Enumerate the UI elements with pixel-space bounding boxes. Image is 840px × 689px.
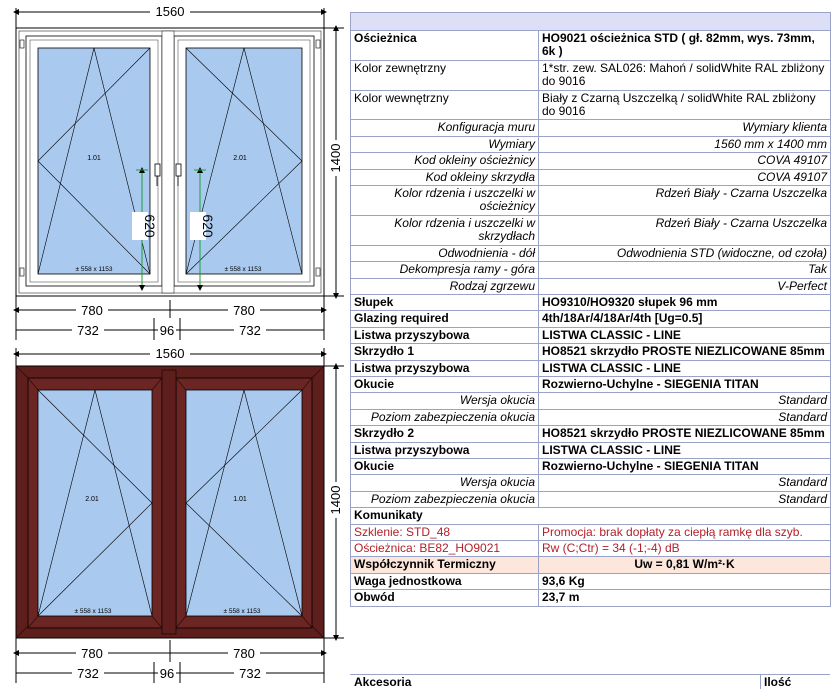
bottom-glass-right-size: ± 558 x 1153 [223, 608, 261, 615]
row-value: V-Perfect [539, 278, 831, 294]
table-footer-row [350, 674, 830, 687]
row-label: Poziom zabezpieczenia okucia [351, 409, 539, 425]
bottom-width-dimension: 1560 [155, 346, 185, 361]
row-label: Kod okleiny skrzydła [351, 169, 539, 185]
table-row [351, 409, 831, 425]
table-row [351, 344, 831, 360]
row-value: Biały z Czarną Uszczelką / solidWhite RAL zbliżony do 9016 [539, 90, 831, 120]
row-value: Rdzeń Biały - Czarna Uszczelka [539, 186, 831, 216]
row-value: Standard [539, 491, 831, 507]
row-label: Ościeżnica: BE82_HO9021 [351, 541, 539, 557]
top-window-drawing [16, 4, 344, 340]
table-row [351, 136, 831, 152]
row-label: Wersja okucia [351, 475, 539, 491]
row-value: HO9021 ościeżnica STD ( gł. 82mm, wys. 73mm, 6k ) [539, 31, 831, 61]
row-value: HO9310/HO9320 słupek 96 mm [539, 294, 831, 310]
row-label: Skrzydło 1 [351, 344, 539, 360]
row-label: Kolor zewnętrzny [351, 60, 539, 90]
row-label: Obwód [351, 590, 539, 606]
table-row [351, 153, 831, 169]
row-value: HO8521 skrzydło PROSTE NIEZLICOWANE 85mm [539, 426, 831, 442]
table-row [351, 169, 831, 185]
top-dim-glass-left: 732 [77, 323, 99, 338]
row-value: Rdzeń Biały - Czarna Uszczelka [539, 215, 831, 245]
table-row [351, 311, 831, 327]
window-drawings [0, 0, 348, 683]
row-value: Tak [539, 262, 831, 278]
row-value: Standard [539, 393, 831, 409]
table-row [351, 215, 831, 245]
table-row [351, 376, 831, 392]
row-label: Kolor rdzenia i uszczelki w skrzydłach [351, 215, 539, 245]
bottom-dim-glass-left: 732 [77, 666, 99, 681]
row-label: Kolor rdzenia i uszczelki w ościeżnicy [351, 186, 539, 216]
row-label: Konfiguracja muru [351, 120, 539, 136]
row-value: 4th/18Ar/4/18Ar/4th [Ug=0.5] [539, 311, 831, 327]
bottom-sash-right-label: 1.01 [233, 496, 247, 503]
table-row [351, 262, 831, 278]
top-sash-left-label: 1.01 [87, 155, 101, 162]
table-row [351, 120, 831, 136]
row-value: Rozwierno-Uchylne - SIEGENIA TITAN [539, 376, 831, 392]
row-value: Uw = 0,81 W/m²·K [539, 557, 831, 573]
table-row [351, 573, 831, 589]
row-label: Okucie [351, 458, 539, 474]
row-label: Rodzaj zgrzewu [351, 278, 539, 294]
row-value: Standard [539, 475, 831, 491]
row-label: Listwa przyszybowa [351, 442, 539, 458]
row-value: Wymiary klienta [539, 120, 831, 136]
top-dim-sash-right: 780 [233, 303, 255, 318]
table-row [351, 31, 831, 61]
table-row [351, 426, 831, 442]
row-label: Waga jednostkowa [351, 573, 539, 589]
row-value: Promocja: brak dopłaty za ciepłą ramkę dla szyb. [539, 524, 831, 540]
row-value: 93,6 Kg [539, 573, 831, 589]
table-row [351, 557, 831, 573]
row-label: Skrzydło 2 [351, 426, 539, 442]
table-row [351, 442, 831, 458]
top-glass-left-size: ± 558 x 1153 [75, 266, 113, 273]
row-value: Standard [539, 409, 831, 425]
specification-table [350, 12, 831, 607]
table-row [351, 393, 831, 409]
bottom-dim-glass-right: 732 [239, 666, 261, 681]
accessories-label: Akcesoria [354, 675, 412, 689]
row-label: Szklenie: STD_48 [351, 524, 539, 540]
row-label: Komunikaty [351, 508, 831, 524]
row-label: Odwodnienia - dół [351, 245, 539, 261]
row-label: Kod okleiny ościeżnicy [351, 153, 539, 169]
bottom-glass-left [38, 390, 152, 616]
bottom-glass-right [186, 390, 302, 616]
top-glass-right-size: ± 558 x 1153 [224, 266, 262, 273]
bottom-dim-mullion: 96 [159, 666, 175, 681]
row-label: Glazing required [351, 311, 539, 327]
table-row [351, 508, 831, 524]
row-value: Rozwierno-Uchylne - SIEGENIA TITAN [539, 458, 831, 474]
row-value: 1560 mm x 1400 mm [539, 136, 831, 152]
row-label: Okucie [351, 376, 539, 392]
top-handle-height-right: 620 [200, 214, 216, 238]
row-value: 1*str. zew. SAL026: Mahoń / solidWhite RAL zbliżony do 9016 [539, 60, 831, 90]
bottom-dim-sash-right: 780 [233, 646, 255, 661]
table-header-row [351, 13, 831, 31]
row-label: Poziom zabezpieczenia okucia [351, 491, 539, 507]
table-row [351, 541, 831, 557]
row-value: LISTWA CLASSIC - LINE [539, 327, 831, 343]
table-row [351, 90, 831, 120]
row-label: Wymiary [351, 136, 539, 152]
table-row [351, 458, 831, 474]
row-label: Wersja okucia [351, 393, 539, 409]
row-value: Rw (C;Ctr) = 34 (-1;-4) dB [539, 541, 831, 557]
row-value: Odwodnienia STD (widoczne, od czoła) [539, 245, 831, 261]
top-dim-sash-left: 780 [81, 303, 103, 318]
row-value: COVA 49107 [539, 153, 831, 169]
top-sash-right-label: 2.01 [233, 155, 247, 162]
row-value: HO8521 skrzydło PROSTE NIEZLICOWANE 85mm [539, 344, 831, 360]
table-row [351, 590, 831, 606]
bottom-dim-sash-left: 780 [81, 646, 103, 661]
table-row [351, 524, 831, 540]
row-label: Listwa przyszybowa [351, 327, 539, 343]
row-value: COVA 49107 [539, 169, 831, 185]
top-width-dimension: 1560 [155, 4, 185, 19]
row-value: LISTWA CLASSIC - LINE [539, 360, 831, 376]
row-label: Dekompresja ramy - góra [351, 262, 539, 278]
table-row [351, 186, 831, 216]
row-label: Ościeżnica [351, 31, 539, 61]
bottom-window-drawing [16, 346, 344, 683]
bottom-height-dimension: 1400 [328, 485, 343, 515]
table-row [351, 491, 831, 507]
top-dim-mullion: 96 [159, 323, 175, 338]
quantity-label: Ilość [760, 675, 791, 689]
table-row [351, 294, 831, 310]
top-height-dimension: 1400 [328, 143, 343, 173]
table-row [351, 327, 831, 343]
bottom-glass-left-size: ± 558 x 1153 [74, 608, 112, 615]
bottom-sash-left-label: 2.01 [85, 496, 99, 503]
table-row [351, 60, 831, 90]
row-value: LISTWA CLASSIC - LINE [539, 442, 831, 458]
table-row [351, 360, 831, 376]
row-value: 23,7 m [539, 590, 831, 606]
row-label: Współczynnik Termiczny [351, 557, 539, 573]
row-label: Kolor wewnętrzny [351, 90, 539, 120]
table-row [351, 475, 831, 491]
row-label: Listwa przyszybowa [351, 360, 539, 376]
row-label: Słupek [351, 294, 539, 310]
table-row [351, 245, 831, 261]
top-dim-glass-right: 732 [239, 323, 261, 338]
top-handle-height-left: 620 [142, 214, 158, 238]
table-row [351, 278, 831, 294]
